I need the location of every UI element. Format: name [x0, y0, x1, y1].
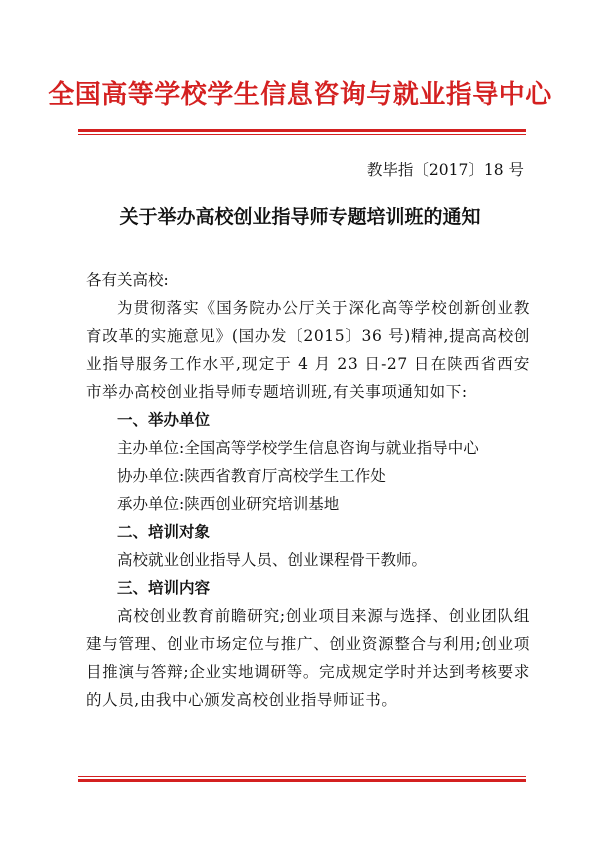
organization-header: 全国高等学校学生信息咨询与就业指导中心: [48, 80, 552, 110]
content-paragraph: 高校创业教育前瞻研究;创业项目来源与选择、创业团队组建与管理、创业市场定位与推广、创业资源整合与利用;创业项目推演与答辩;企业实地调研等。完成规定学时并达到考核要求的人员,由我中心颁发高校创业指导师证书。: [86, 607, 530, 709]
header-rule-thick: [78, 129, 526, 132]
document-number: 教毕指〔2017〕18 号: [366, 161, 524, 179]
organizer-undertaker: 承办单位:陕西创业研究培训基地: [117, 495, 340, 513]
header-rule-thin: [78, 134, 526, 135]
section-heading-content: 三、培训内容: [117, 578, 211, 597]
section-heading-organizers: 一、举办单位: [117, 410, 211, 429]
intro-paragraph: 为贯彻落实《国务院办公厅关于深化高等学校创新创业教育改革的实施意见》(国办发〔2015〕36 号)精神,提高高校创业指导服务工作水平,现定于 4 月 23 日-27 日在陕西省西安市举办高校创业指导师专题培训班,有关事项通知如下:: [86, 299, 530, 401]
document-title: 关于举办高校创业指导师专题培训班的通知: [119, 206, 481, 228]
section-heading-audience: 二、培训对象: [117, 522, 211, 541]
document-body: [86, 266, 530, 714]
organizer-co-host: 协办单位:陕西省教育厅高校学生工作处: [117, 467, 386, 485]
footer-rule-thin: [78, 776, 526, 777]
organizer-host: 主办单位:全国高等学校学生信息咨询与就业指导中心: [117, 439, 479, 457]
salutation: 各有关高校:: [86, 271, 169, 289]
audience-text: 高校就业创业指导人员、创业课程骨干教师。: [117, 551, 428, 569]
footer-rule-thick: [78, 779, 526, 782]
